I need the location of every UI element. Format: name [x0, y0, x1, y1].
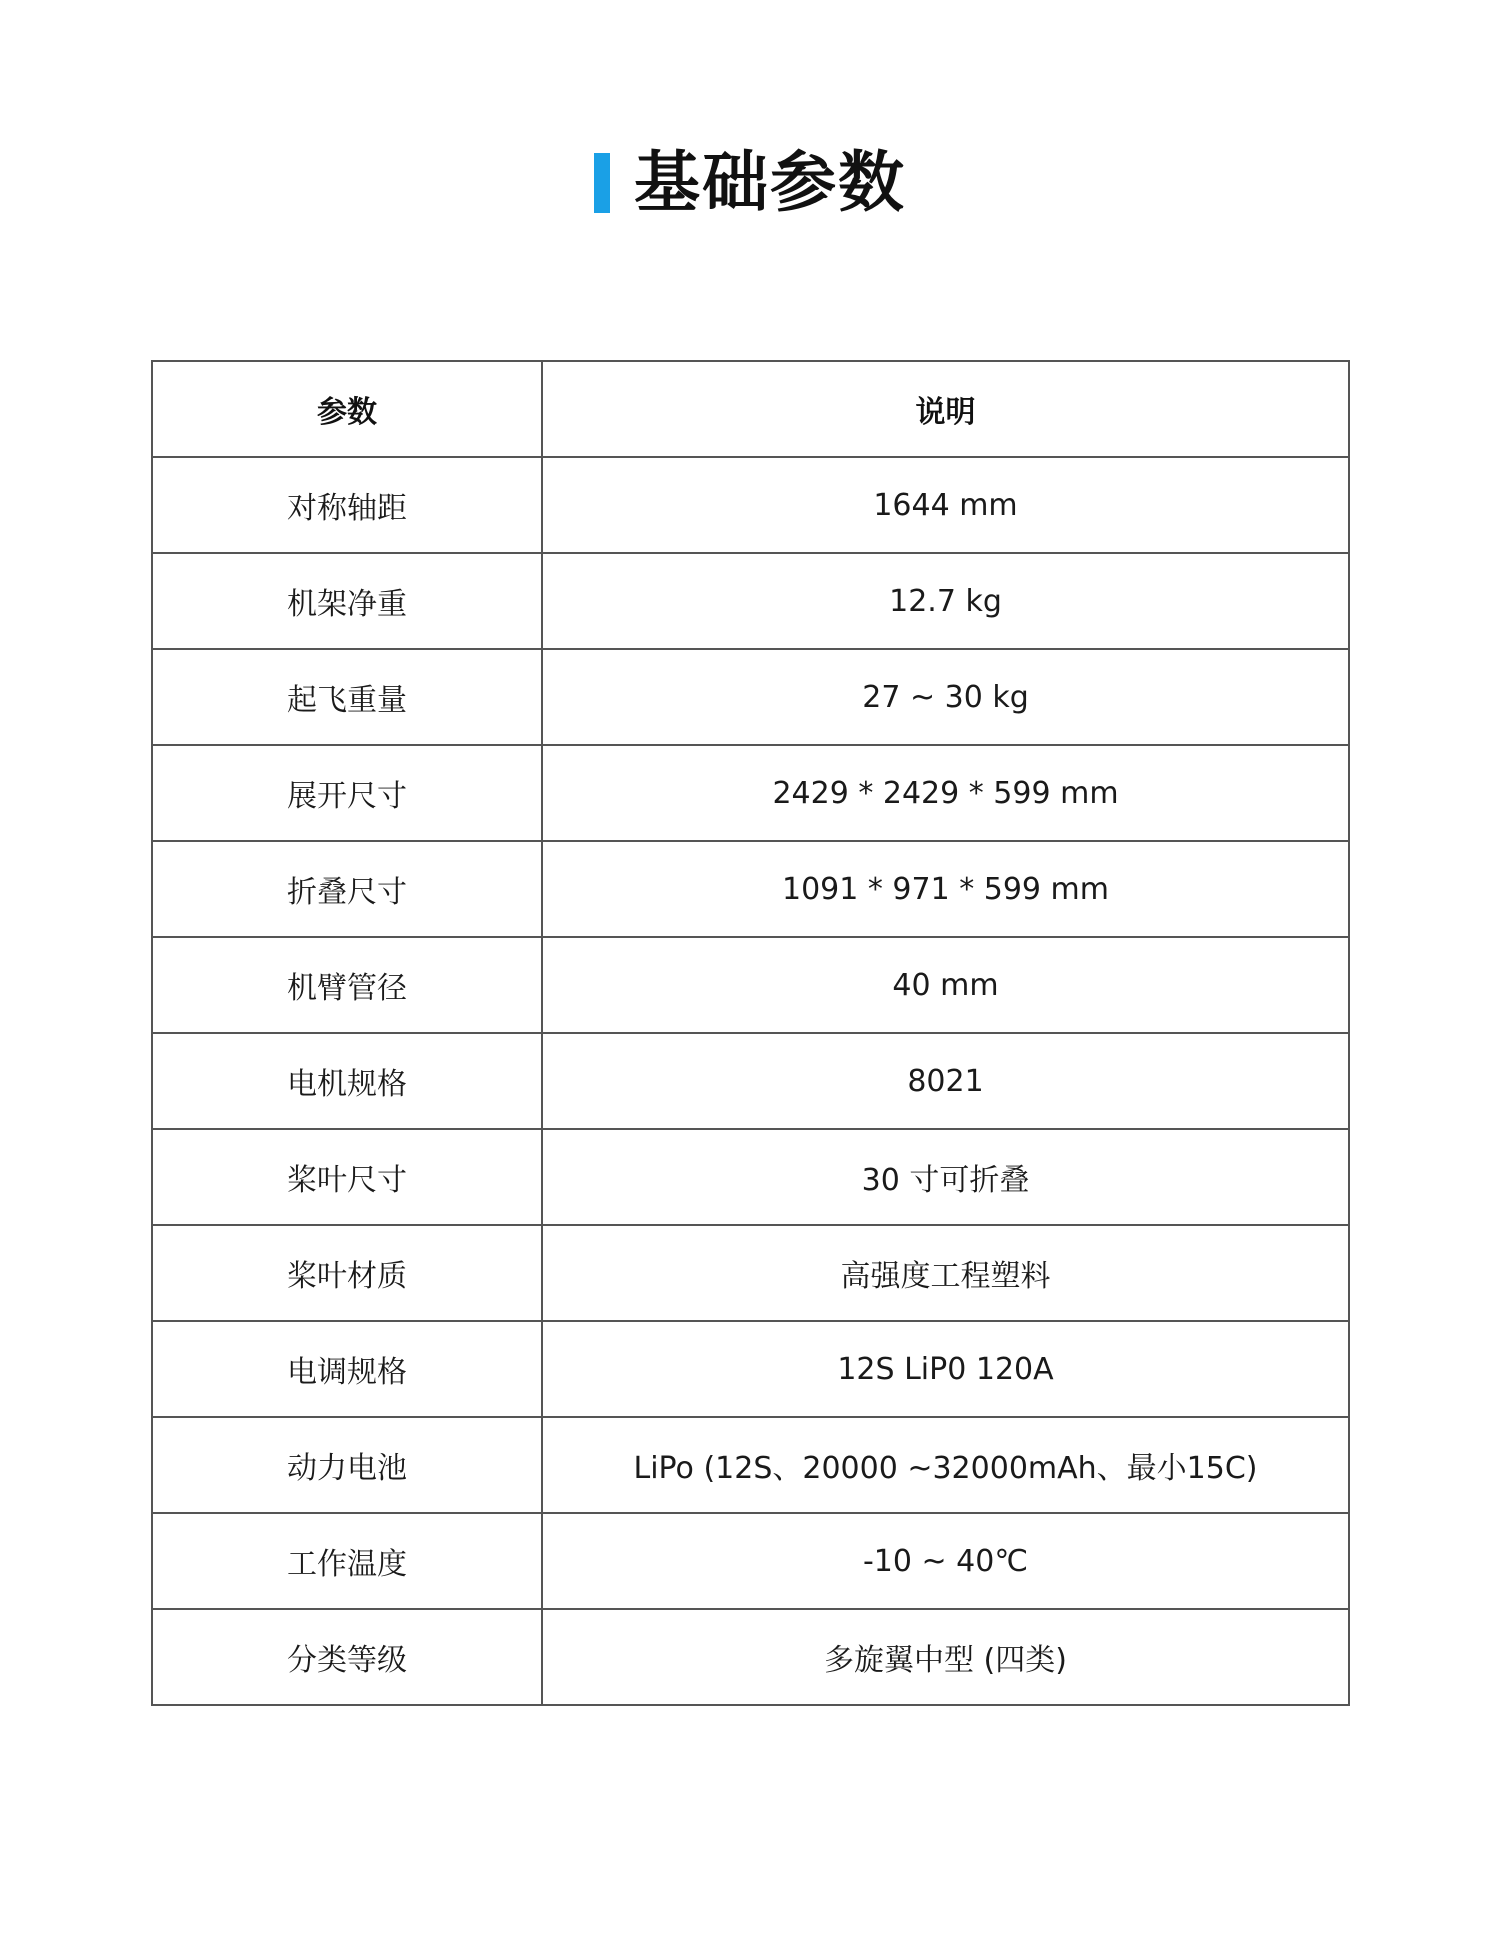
param-value: 高强度工程塑料	[542, 1225, 1349, 1321]
page-header	[0, 144, 1500, 221]
param-value: 多旋翼中型 (四类)	[542, 1609, 1349, 1705]
table-row	[152, 1129, 1349, 1225]
param-value: 40 mm	[542, 937, 1349, 1033]
param-value: 27 ~ 30 kg	[542, 649, 1349, 745]
table-row	[152, 1033, 1349, 1129]
param-name: 桨叶材质	[152, 1225, 542, 1321]
table-row	[152, 937, 1349, 1033]
param-name: 折叠尺寸	[152, 841, 542, 937]
param-name: 动力电池	[152, 1417, 542, 1513]
param-name: 电机规格	[152, 1033, 542, 1129]
table-row	[152, 1513, 1349, 1609]
param-value: 1644 mm	[542, 457, 1349, 553]
param-value: 1091 * 971 * 599 mm	[542, 841, 1349, 937]
table-row	[152, 841, 1349, 937]
table-row	[152, 1225, 1349, 1321]
param-value: -10 ~ 40℃	[542, 1513, 1349, 1609]
param-name: 工作温度	[152, 1513, 542, 1609]
param-name: 桨叶尺寸	[152, 1129, 542, 1225]
param-name: 展开尺寸	[152, 745, 542, 841]
column-header-desc: 说明	[542, 361, 1349, 457]
param-name: 机架净重	[152, 553, 542, 649]
param-value: 2429 * 2429 * 599 mm	[542, 745, 1349, 841]
param-name: 起飞重量	[152, 649, 542, 745]
column-header-param: 参数	[152, 361, 542, 457]
param-value: 30 寸可折叠	[542, 1129, 1349, 1225]
title-accent-bar	[594, 153, 610, 213]
param-name: 电调规格	[152, 1321, 542, 1417]
table-row	[152, 457, 1349, 553]
param-name: 分类等级	[152, 1609, 542, 1705]
table-header-row	[152, 361, 1349, 457]
table-row	[152, 1417, 1349, 1513]
table-row	[152, 1321, 1349, 1417]
param-name: 对称轴距	[152, 457, 542, 553]
page-title: 基础参数	[634, 144, 906, 221]
table-row	[152, 1609, 1349, 1705]
param-value: LiPo (12S、20000 ~32000mAh、最小15C)	[542, 1417, 1349, 1513]
param-value: 8021	[542, 1033, 1349, 1129]
table-row	[152, 745, 1349, 841]
table-row	[152, 649, 1349, 745]
param-value: 12.7 kg	[542, 553, 1349, 649]
spec-table	[151, 360, 1350, 1706]
param-name: 机臂管径	[152, 937, 542, 1033]
param-value: 12S LiP0 120A	[542, 1321, 1349, 1417]
table-row	[152, 553, 1349, 649]
